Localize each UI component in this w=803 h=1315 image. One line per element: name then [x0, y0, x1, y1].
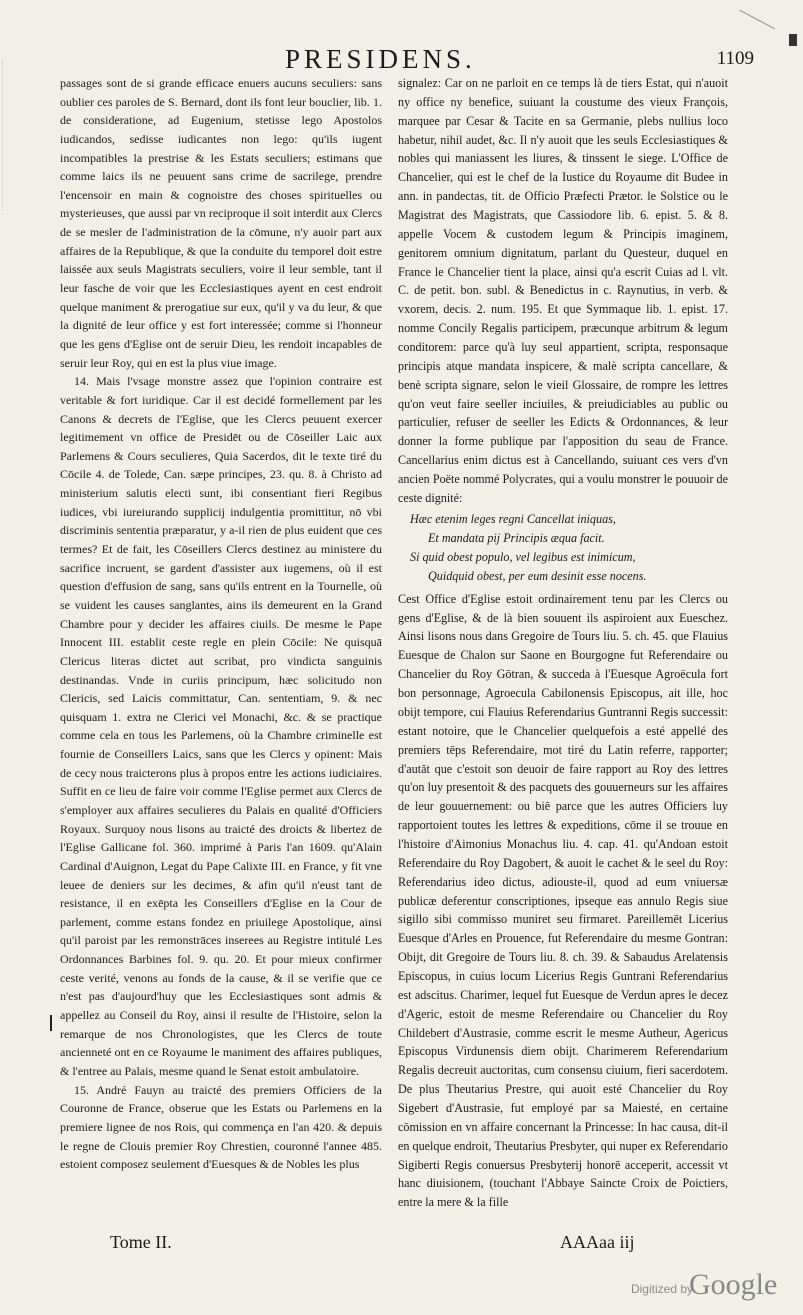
- right-paragraph: Cest Office d'Eglise estoit ordinairement tenu par les Clercs ou gens d'Eglise, & de là bien souuent ils aspiroient aux Eueschez. Ainsi lisons nous dans Gregoire de Tours liu. 5. ch. 45. que Flauius Euesque de Chalon sur Saone en Bourgogne fut Referendaire ou Chancelier du Roy Gōtran, & succeda à l'Euesque Agroëcula fort bon personnage, Agroecula Cabilonensis Episcopus, ait ille, hoc obijt tempore, cui Flauius Referendarius Guntranni Regis successit: estant notoire, que le Chancelier quelquefois a esté appellé des premiers tēps Referendaire, mot tiré du Latin referre, rapporter; d'autāt que c'estoit son deuoir de faire rapport au Roy des lettres qu'on luy presentoit & des pacquets des gouuerneurs sur les affaires de leur gouuernement: ou biē parce que les autres Officiers luy rapportoient toutes les lettres & expeditions, cōme il se trouue en l'histoire d'Aimonius Monachus liu. 4. cap. 41. qu'Andoan estoit Referendaire du Roy Dagobert, & auoit le cachet & le seel du Roy: Referendarius ideo dictus, adiouste-il, quod ad eum vniuersæ publicæ deferentur conscriptiones, ipseque eas annulo Regis siue sigillo sibi commisso muniret seu firmaret. Pareillemēt Licerius Euesque d'Arles en Prouence, fut Referendaire du mesme Gontran: Obijt, dit Gregoire de Tours liu. 8. ch. 39. & Sabaudus Arelatensis Episcopus, in cuius locum Licerius Regis Guntrani Referendarius est adscitus. Charimer, lequel fut Euesque de Verdun apres le decez d'Ageric, estoit de mesme Referendaire ou Chancelier du Roy Childebert d'Austrasie, comme escrit le mesme Autheur, Agericus Episcopus Virdunensis diem obijt. Charimerem Referendarium Regalis decreuit auctoritas, cum consensu ciuium, fieri sacerdotem. De plus Theutarius Prestre, qui auoit esté Chancelier du Roy Sigebert d'Austrasie, fut employé par sa Maiesté, en certaine cōmission en vn affaire concernant la Princesse: In hac causa, dit-il en quelque endroit, Theutarius Presbyter, qui nuper ex Referendario Sigiberti Regis conuersus Presbyterij honorē acceperit, accessit vt hanc diuisionem, (touchant l'Abbaye Saincte Croix de Poictiers, entre la mere & la fille: [398, 591, 728, 1210]
- right-column: [398, 74, 728, 1212]
- verse-line: Hæc etenim leges regni Cancellat iniquas,: [410, 511, 616, 526]
- margin-mark: [50, 1015, 52, 1031]
- volume-label: Tome II.: [110, 1232, 172, 1252]
- gutter-edge: [2, 60, 17, 210]
- right-paragraph: signalez: Car on ne parloit en ce temps là de tiers Estat, qui n'auoit ny office ny benefice, suiuant la coustume des vieux François, marquee par Cesar & Tacite en sa Germanie, plebs nullius loco habetur, nihil audet, &c. Il n'y auoit que les seuls Ecclesiastiques & nobles qui maniassent les liures, & tinssent le siege. L'Office de Chancelier, qui est le chef de la Iustice du Royaume dit Budee in ann. in pandectas, tit. de Officio Præfecti Prætor. le Solstice ou le Magistrat des Magistrats, que Cassiodore lib. 6. epist. 5. & 8. appelle Vocem & custodem legum & Principis imaginem, genitorem omnium dignitatum, parlant du Questeur, duquel en France le Chancelier tient la place, ainsi qu'a escrit Cuias ad l. vlt. C. de petit. bon. subl. & Benedictus in c. Raynutius, in verb. & vxorem, decis. 2. num. 195. Et que Symmaque lib. 1. epist. 17. nomme Concily Regalis participem, præcunque arbitrum & legum conditorem: parce qu'à luy seul appartient, scripta, responsaque principis atque mandata inspicere, & malè scripta cancellare, & benè scripta signare, selon le vieil Glossaire, de rompre les lettres qu'on veut faire seeller inciuiles, & preiudiciables au public ou particulier, refuser de seeller les Edicts & Ordonnances, & leur donner la forme publique par l'apposition du seau de France. Cancellarius enim dictus est à Cancellando, suiuant ces vers d'vn ancien Poëte nommé Polycrates, qui a voulu monstrer le pouuoir de ceste dignité:: [398, 76, 728, 505]
- corner-pen-mark: [739, 0, 782, 29]
- left-column: [60, 74, 382, 1174]
- left-paragraph: passages sont de si grande efficace enuers aucuns seculiers: sans oublier ces paroles de S. Bernard, dont ils font leur bouclier, lib. 1. de consideratione, ad Eugenium, stetisse lego Apostolos iudicandos, sedisse iudicantes non lego: qu'ils iugent incompatibles la prestrise & les Estats seculiers; estimans que comme laics ils ne peuuent sans crime de sacrilege, prendre l'encensoir en main & cognoistre des choses spirituelles ou mysterieuses, que aussi par vn reciproque il soit interdit aux Clercs de se mesler de l'administration de la cōmune, n'y auoir part aux affaires de la Republique, & que la conduite du temporel doit estre laissée aux seuls Magistrats seculiers, voire il leur semble, tant il leur fasche de voir que les Ecclesiastiques ayent en cest endroit quelque maniment & prerogatiue sur eux, qu'il y va du leur, & que la dignité de leur office y est fort interessée; comme si l'honneur que les gens d'Eglise ont de seruir Dieu, les rendoit incapables de seruir leur Roy, qui en est la plus viue image.: [60, 76, 382, 370]
- signature-mark: AAAaa iij: [560, 1232, 635, 1252]
- corner-ink-blot: [789, 34, 797, 46]
- left-paragraph: 15. André Fauyn au traicté des premiers Officiers de la Couronne de France, obserue que les Estats ou Parlemens en la premiere lignee de nos Rois, qui commença en l'an 420. & depuis le regne de Clouis premier Roy Chrestien, couronné l'annee 485. estoient composez seulement d'Euesques & de Nobles les plus: [60, 1082, 382, 1172]
- digitized-watermark: [630, 1268, 778, 1301]
- page-number: 1109: [716, 48, 754, 69]
- left-paragraph: 14. Mais l'vsage monstre assez que l'opinion contraire est veritable & fort iuridique. Car il est decidé formellement par les Canons & decrets de l'Eglise, que les Clercs peuuent exercer legitimement vn office de Presidēt ou de Cōseiller Laic aux Parlemens & Cours seculieres, Quia Sacerdos, dit le texte tiré du Cōcile 4. de Tolede, Can. sæpe principes, 23. qu. 8. à Christo ad ministerium salutis electi sunt, ibi consentiant fieri Regibus iudices, vbi iureiurando supplicij indulgentia promittitur, nō vbi discriminis sententia præparatur, y a-il rien de plus euident que ces termes? Et de fait, les Cōseillers Clercs destinez au ministere du sacrifice incruent, se gardent d'assister aux iugemens, où il est question d'effusion de sang, sans qu'ils entrent en la Tournelle, où se vuident les causes sanglantes, ains ils demeurent en la Grand Chambre pour y decider les affaires ciuils. De mesme le Pape Innocent III. establit ceste regle en plein Cōcile: Ne quisquā Clericus literas dictet aut scribat, pro vindicta sanguinis destinandas. Vnde in curiis principum, hæc solicitudo non Clericis, sed Laicis committatur, Can. sententiam, 9. & nec quisquam 1. extra ne Clerici vel Monachi, &c. & se practique comme cela en tous les Parlemens, où la Chambre criminelle est fournie de Conseillers Laics, sans que les Clercs y opinent: Mais de cecy nous traicterons plus à propos entre les actions iudiciaires. Suffit en ce lieu de faire voir comme l'Eglise permet aux Clercs de s'employer aux affaires seculieres du Palais en qualité d'Officiers Royaux. Surquoy nous lisons au traicté des droicts & libertez de l'Eglise Gallicane fol. 360. imprimé à Paris l'an 1609. qu'Alain Cardinal d'Auignon, Legat du Pape Calixte III. en France, y fit vne leuee de deniers sur les decimes, & afin qu'il n'eust tant de resistance, il en exēpta les Conseillers d'Eglise en la Cour de parlement, comme estans fondez en priuilege Apostolique, ainsi qu'il paroist par les remonstrāces inserees au Registre intitulé Les Ordonnances Barbines fol. 9. qu. 20. Et pour mieux confirmer ceste verité, venons au fonds de la cause, & il se verifie que ce n'est pas d'aujourd'huy que les Ecclesiastiques sont admis & appellez au Conseil du Roy, ainsi il resulte de l'Histoire, selon la remarque de nos Chronologistes, que les Clercs de toute ancienneté ont en ce Royaume le maniment des affaires publiques, & l'entree au Palais, mesme quand le Senat estoit ambulatoire.: [60, 374, 382, 1078]
- google-logo: Google: [688, 1268, 778, 1301]
- verse-line: Et mandata pij Principis æqua facit.: [428, 530, 605, 545]
- latin-verse: [410, 510, 728, 586]
- page-header: [60, 44, 760, 74]
- verse-line: Quidquid obest, per eum desinit esse nocens.: [428, 568, 647, 583]
- watermark-prefix: Digitized by: [630, 1282, 693, 1296]
- running-head: PRESIDENS.: [285, 44, 476, 74]
- verse-line: Si quid obest populo, vel legibus est inimicum,: [410, 549, 636, 564]
